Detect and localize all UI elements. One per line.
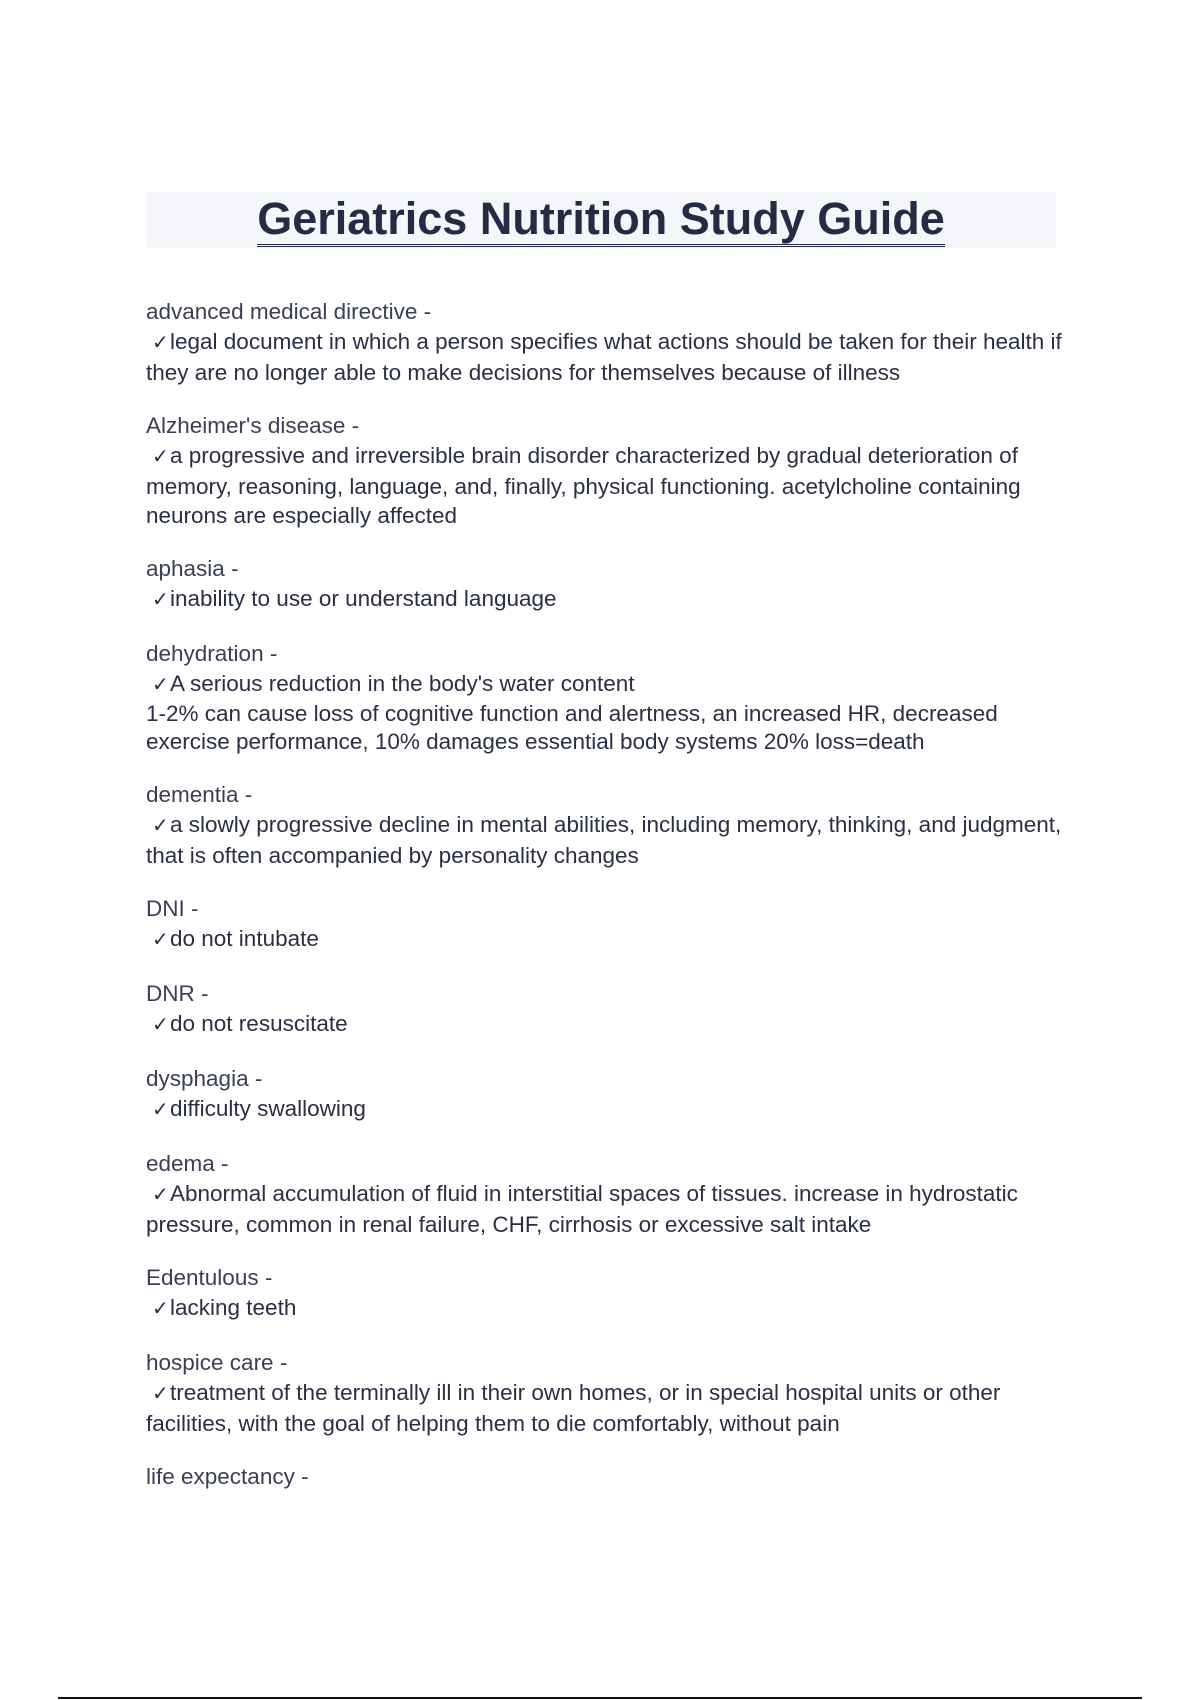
definition-text: do not intubate: [170, 926, 319, 951]
definition-text: legal document in which a person specifies what actions should be taken for their health if they are no longer able to make decisions for themselves because of illness: [146, 329, 1062, 385]
check-icon: ✓: [152, 332, 169, 354]
glossary-entry: [146, 1347, 1066, 1438]
check-icon: ✓: [152, 1383, 169, 1405]
definition-text: inability to use or understand language: [170, 586, 557, 611]
definition-text: do not resuscitate: [170, 1011, 348, 1036]
definition-text: A serious reduction in the body's water content: [170, 671, 635, 696]
term: Edentulous -: [146, 1265, 273, 1290]
term: aphasia -: [146, 556, 239, 581]
glossary-entry: [146, 638, 1066, 756]
check-icon: ✓: [152, 1014, 169, 1036]
definition-text: lacking teeth: [170, 1295, 297, 1320]
check-icon: ✓: [152, 815, 169, 837]
term: Alzheimer's disease -: [146, 413, 360, 438]
glossary-entry: [146, 1148, 1066, 1239]
glossary-entry: [146, 553, 1066, 615]
term: dementia -: [146, 782, 253, 807]
definition-text: difficulty swallowing: [170, 1096, 366, 1121]
check-icon: ✓: [152, 446, 169, 468]
check-icon: ✓: [152, 589, 169, 611]
definition-extra: 1-2% can cause loss of cognitive function and alertness, an increased HR, decreased exercise performance, 10% damages essential body systems 20% loss=death: [146, 701, 998, 754]
definition: [146, 924, 1066, 955]
check-icon: ✓: [152, 674, 169, 696]
check-icon: ✓: [152, 1099, 169, 1121]
definition: [146, 1094, 1066, 1125]
term: dysphagia -: [146, 1066, 263, 1091]
definition: [146, 669, 1066, 700]
term: DNR -: [146, 981, 209, 1006]
definition: [146, 1378, 1066, 1438]
term: dehydration -: [146, 641, 278, 666]
term: advanced medical directive -: [146, 299, 432, 324]
definition: [146, 1179, 1066, 1239]
definition-text: a progressive and irreversible brain disorder characterized by gradual deterioration of memory, reasoning, language, and, finally, physical functioning. acetylcholine containing neurons are especially affected: [146, 443, 1021, 528]
glossary-list: [146, 296, 1066, 1515]
check-icon: ✓: [152, 929, 169, 951]
check-icon: ✓: [152, 1298, 169, 1320]
glossary-entry: [146, 893, 1066, 955]
term: edema -: [146, 1151, 229, 1176]
definition: [146, 810, 1066, 870]
check-icon: ✓: [152, 1184, 169, 1206]
glossary-entry: [146, 978, 1066, 1040]
glossary-entry: [146, 410, 1066, 530]
glossary-entry: [146, 1262, 1066, 1324]
glossary-entry: [146, 296, 1066, 387]
title-band: [146, 192, 1056, 248]
definition-text: Abnormal accumulation of fluid in interstitial spaces of tissues. increase in hydrostatic pressure, common in renal failure, CHF, cirrhosis or excessive salt intake: [146, 1181, 1018, 1237]
term: hospice care -: [146, 1350, 288, 1375]
footer-divider: [58, 1697, 1142, 1699]
glossary-entry: [146, 1063, 1066, 1125]
term: DNI -: [146, 896, 199, 921]
definition: [146, 441, 1066, 530]
definition-text: treatment of the terminally ill in their own homes, or in special hospital units or other facilities, with the goal of helping them to die comfortably, without pain: [146, 1380, 1001, 1436]
term: life expectancy -: [146, 1464, 309, 1489]
glossary-entry: [146, 779, 1066, 870]
definition: [146, 584, 1066, 615]
definition: [146, 327, 1066, 387]
definition-text: a slowly progressive decline in mental abilities, including memory, thinking, and judgment, that is often accompanied by personality changes: [146, 812, 1062, 868]
glossary-entry: [146, 1461, 1066, 1492]
definition: [146, 1293, 1066, 1324]
definition: [146, 1009, 1066, 1040]
page-title: Geriatrics Nutrition Study Guide: [257, 192, 945, 247]
